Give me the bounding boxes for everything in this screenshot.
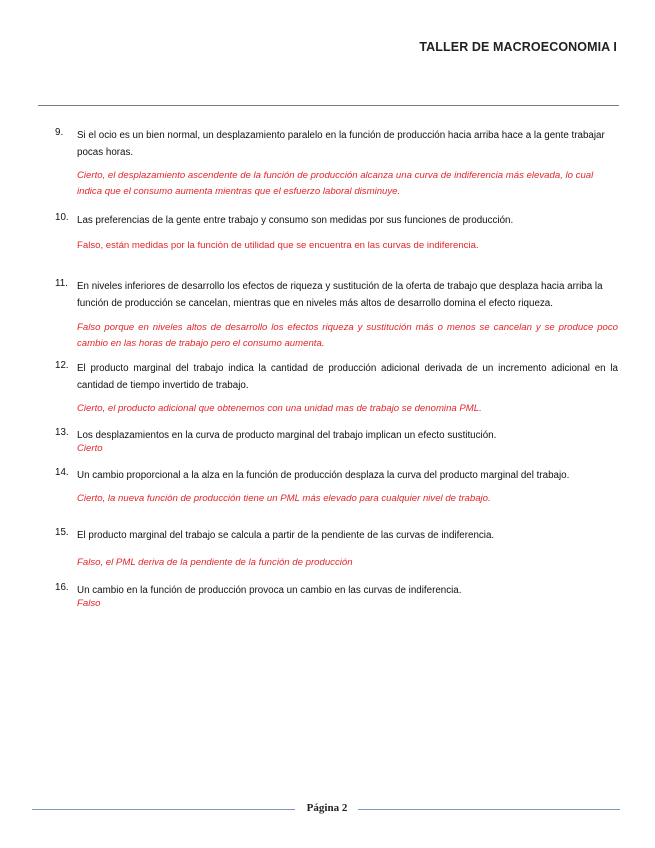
answer-text: Cierto, el producto adicional que obtenemos con una unidad mas de trabajo se denomina PML. <box>77 403 482 414</box>
question-number: 11. <box>55 278 68 289</box>
document-header-title: TALLER DE MACROECONOMIA I <box>419 40 617 54</box>
question-text: En niveles inferiores de desarrollo los efectos de riqueza y sustitución de la oferta de trabajo que desplaza hacia arriba la función de producción se cancelan, mientras que en niveles más altos de desarrollo domina el efecto riqueza. <box>77 281 603 309</box>
question-text: Las preferencias de la gente entre trabajo y consumo son medidas por sus funciones de producción. <box>77 215 514 226</box>
question-number: 15. <box>55 527 69 538</box>
page-number: Página 2 <box>306 802 348 814</box>
question-number: 14. <box>55 467 69 478</box>
question-item-16 <box>55 582 618 612</box>
question-number: 12. <box>55 360 69 371</box>
answer-text: Falso <box>77 598 101 609</box>
question-number: 13. <box>55 427 69 438</box>
question-text: Un cambio proporcional a la alza en la función de producción desplaza la curva del producto marginal del trabajo. <box>77 470 570 481</box>
footer-divider-right <box>358 809 620 810</box>
answer-text: Cierto <box>77 443 103 454</box>
answer-text: Cierto, la nueva función de producción tiene un PML más elevado para cualquier nivel de trabajo. <box>77 493 491 504</box>
question-number: 10. <box>55 212 69 223</box>
question-item-13 <box>55 427 618 457</box>
answer-text: Falso, están medidas por la función de utilidad que se encuentra en las curvas de indiferencia. <box>77 240 479 251</box>
question-number: 9. <box>55 127 64 138</box>
question-item-14 <box>55 467 618 507</box>
answer-text: Falso porque en niveles altos de desarrollo los efectos riqueza y sustitución más o menos se cancelan y se produce poco cambio en las horas de trabajo pero el consumo aumenta. <box>77 322 618 349</box>
question-item-10 <box>55 212 618 254</box>
question-text: El producto marginal del trabajo se calcula a partir de la pendiente de las curvas de indiferencia. <box>77 530 495 541</box>
question-number: 16. <box>55 582 69 593</box>
question-item-9 <box>55 127 618 200</box>
answer-text: Falso, el PML deriva de la pendiente de la función de producción <box>77 557 353 568</box>
header-divider <box>38 105 619 106</box>
question-item-15 <box>55 527 618 571</box>
footer-divider-left <box>32 809 295 810</box>
question-item-12 <box>55 360 618 417</box>
question-item-11 <box>55 278 618 352</box>
question-text: Los desplazamientos en la curva de producto marginal del trabajo implican un efecto sustitución. <box>77 430 497 441</box>
question-text: El producto marginal del trabajo indica la cantidad de producción adicional derivada de un incremento adicional en la cantidad de tiempo invertido de trabajo. <box>77 363 618 391</box>
question-list <box>55 127 618 612</box>
question-text: Un cambio en la función de producción provoca un cambio en las curvas de indiferencia. <box>77 585 462 596</box>
question-text: Si el ocio es un bien normal, un desplazamiento paralelo en la función de producción hacia arriba hace a la gente trabajar pocas horas. <box>77 130 605 158</box>
answer-text: Cierto, el desplazamiento ascendente de la función de producción alcanza una curva de indiferencia más elevada, lo cual indica que el consumo aumenta mientras que el esfuerzo laboral disminuye. <box>77 170 594 197</box>
